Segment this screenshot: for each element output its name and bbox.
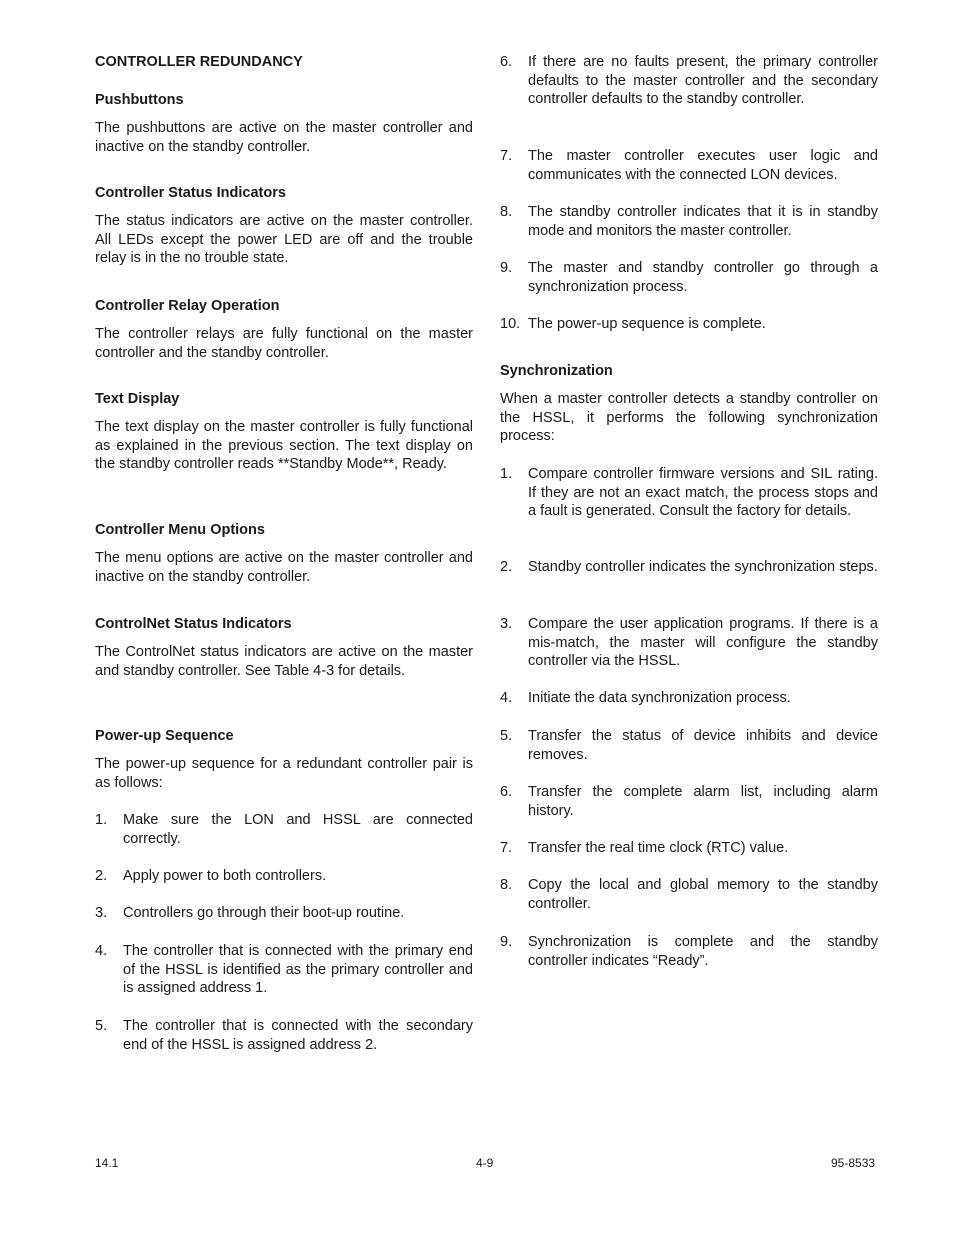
- list-number: 5.: [95, 1018, 108, 1034]
- list-text: If there are no faults present, the primary controller defaults to the master controller and the secondary controller defaults to the standby controller.: [528, 54, 878, 108]
- heading-controlnet-status: ControlNet Status Indicators: [95, 616, 292, 632]
- list-number: 4.: [500, 690, 513, 706]
- paragraph-controlnet-status: The ControlNet status indicators are active on the master and standby controller. See Table 4-3 for details.: [95, 644, 473, 679]
- heading-menu-options: Controller Menu Options: [95, 522, 265, 538]
- list-text: Controllers go through their boot-up routine.: [123, 905, 405, 921]
- list-text: The standby controller indicates that it is in standby mode and monitors the master controller.: [528, 204, 878, 239]
- paragraph-relay-operation: The controller relays are fully functional on the master controller and the standby controller.: [95, 326, 473, 361]
- list-text: The master and standby controller go through a synchronization process.: [528, 260, 878, 295]
- list-text: The controller that is connected with the primary end of the HSSL is identified as the primary controller and is assigned address 1.: [123, 943, 473, 997]
- list-number: 6.: [500, 54, 513, 70]
- footer-revision: 14.1: [95, 1156, 119, 1170]
- list-number: 8.: [500, 204, 513, 220]
- list-text: The power-up sequence is complete.: [528, 316, 766, 332]
- heading-pushbuttons: Pushbuttons: [95, 92, 184, 108]
- list-text: Compare controller firmware versions and SIL rating. If they are not an exact match, the process stops and a fault is generated. Consult the factory for details.: [528, 466, 878, 520]
- heading-relay-operation: Controller Relay Operation: [95, 298, 280, 314]
- list-number: 6.: [500, 784, 513, 800]
- list-number: 1.: [95, 812, 108, 828]
- paragraph-synchronization: When a master controller detects a standby controller on the HSSL, it performs the following synchronization process:: [500, 391, 878, 445]
- list-number: 2.: [500, 559, 513, 575]
- list-number: 5.: [500, 728, 513, 744]
- footer-document-number: 95-8533: [831, 1156, 876, 1170]
- paragraph-pushbuttons: The pushbuttons are active on the master controller and inactive on the standby controller.: [95, 120, 473, 155]
- footer-page-number: 4-9: [476, 1156, 494, 1170]
- paragraph-status-indicators: The status indicators are active on the master controller. All LEDs except the power LED are off and the trouble relay is in the no trouble state.: [95, 213, 473, 267]
- list-number: 9.: [500, 260, 513, 276]
- list-number: 3.: [95, 905, 108, 921]
- list-number: 4.: [95, 943, 108, 959]
- paragraph-text-display: The text display on the master controller is fully functional as explained in the previous section. The text display on the standby controller reads **Standby Mode**, Ready.: [95, 419, 473, 473]
- list-number: 2.: [95, 868, 108, 884]
- list-text: The master controller executes user logic and communicates with the connected LON devices.: [528, 148, 878, 183]
- list-number: 9.: [500, 934, 513, 950]
- paragraph-menu-options: The menu options are active on the master controller and inactive on the standby controller.: [95, 550, 473, 585]
- list-number: 8.: [500, 877, 513, 893]
- paragraph-power-up: The power-up sequence for a redundant controller pair is as follows:: [95, 756, 473, 791]
- list-text: The controller that is connected with the secondary end of the HSSL is assigned address 2.: [123, 1018, 473, 1053]
- list-text: Initiate the data synchronization process.: [528, 690, 791, 706]
- heading-power-up: Power-up Sequence: [95, 728, 234, 744]
- list-number: 7.: [500, 840, 513, 856]
- list-text: Transfer the status of device inhibits and device removes.: [528, 728, 878, 763]
- section-title: CONTROLLER REDUNDANCY: [95, 54, 303, 70]
- list-text: Copy the local and global memory to the standby controller.: [528, 877, 878, 912]
- list-text: Compare the user application programs. If there is a mis-match, the master will configure the standby controller via the HSSL.: [528, 616, 878, 670]
- heading-synchronization: Synchronization: [500, 363, 613, 379]
- list-number: 1.: [500, 466, 513, 482]
- list-text: Synchronization is complete and the standby controller indicates “Ready”.: [528, 934, 878, 969]
- list-number: 7.: [500, 148, 513, 164]
- list-number: 3.: [500, 616, 513, 632]
- list-text: Make sure the LON and HSSL are connected correctly.: [123, 812, 473, 847]
- heading-text-display: Text Display: [95, 391, 180, 407]
- list-text: Standby controller indicates the synchronization steps.: [528, 559, 878, 575]
- list-text: Transfer the real time clock (RTC) value.: [528, 840, 789, 856]
- list-text: Transfer the complete alarm list, including alarm history.: [528, 784, 878, 819]
- list-text: Apply power to both controllers.: [123, 868, 327, 884]
- heading-status-indicators: Controller Status Indicators: [95, 185, 286, 201]
- list-number: 10.: [500, 316, 521, 332]
